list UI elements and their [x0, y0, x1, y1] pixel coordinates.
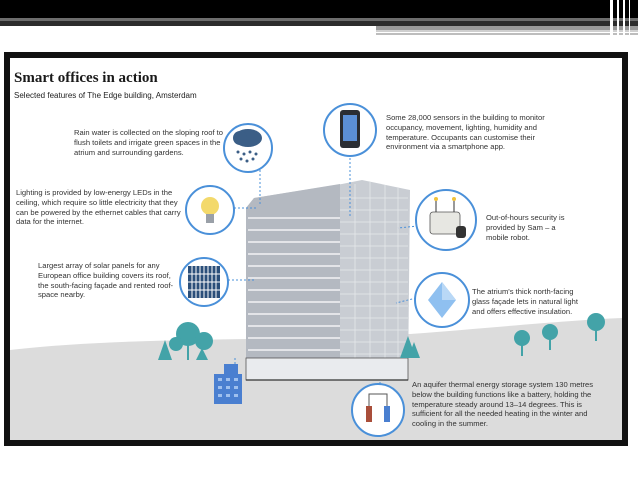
thermal-storage-icon [352, 384, 404, 436]
light-bulb-icon [186, 186, 234, 234]
callout-rain: Rain water is collected on the sloping roof to flush toilets and irrigate green spaces in the atrium and surrounding gardens. [74, 128, 224, 157]
callout-security: Out-of-hours security is provided by Sam – a mobile robot. [486, 213, 565, 242]
page-subtitle: Selected features of The Edge building, Amsterdam [14, 91, 197, 100]
page-title: Smart offices in action [14, 70, 158, 86]
rain-cloud-icon [224, 124, 272, 172]
smartphone-icon [324, 104, 376, 156]
callout-lighting: Lighting is provided by low-energy LEDs in the ceiling, which require so little electricity that they can be powered by the ethernet cables that carry data for the internet. [16, 188, 181, 227]
callout-sensors: Some 28,000 sensors in the building to monitor occupancy, movement, lighting, humidity and temperature. Occupants can customise their environment via a smartphone app. [386, 113, 545, 152]
glass-facade-icon [415, 273, 469, 327]
slide-header-decoration [0, 0, 638, 44]
robot-icon [416, 190, 476, 250]
building [246, 180, 410, 380]
callout-solar: Largest array of solar panels for any European office building covers its roof, the south-facing façade and rented roof-space nearby. [38, 261, 174, 300]
callout-aquifer: An aquifer thermal energy storage system 130 metres below the building functions like a battery, holding the temperature steady around 13–14 degrees. This is sufficient for all the needed heating in the winter and cooling in the summer. [412, 380, 594, 429]
solar-panel-icon [180, 258, 228, 306]
infographic [10, 58, 622, 440]
callout-atrium: The atrium's thick north-facing glass façade lets in natural light and offers effective insulation. [472, 287, 578, 316]
